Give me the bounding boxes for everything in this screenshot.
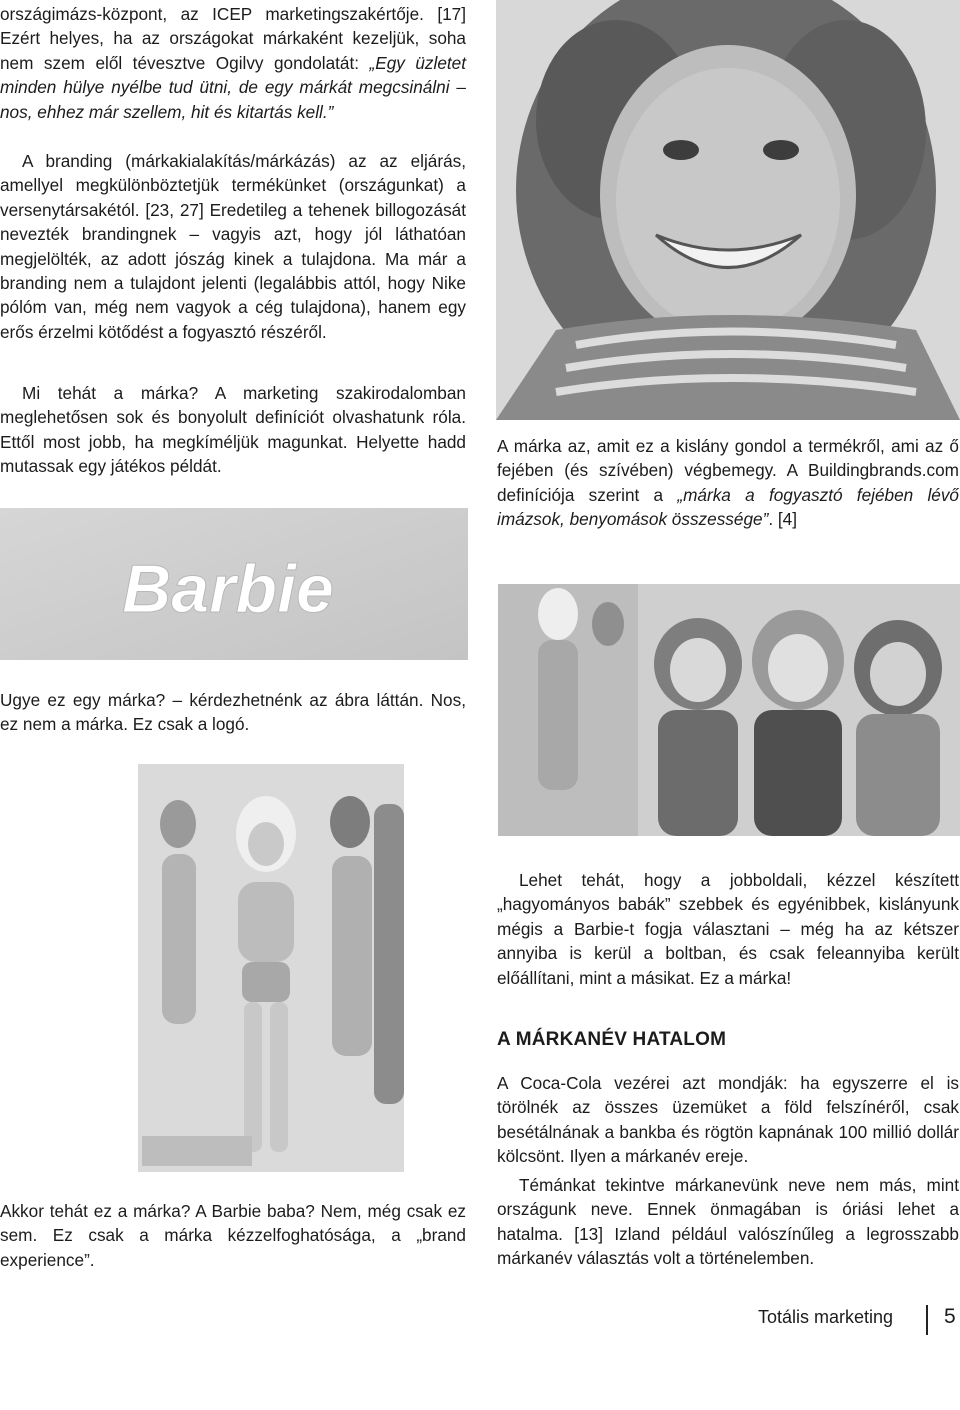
- paragraph-branding: A branding (márkakialakítás/márkázás) az az eljárás, amellyel megkülönböztetjük termékünket (országunkat) a versenytársakétól. [23, 27] Eredetileg a tehenek billogozását nevezték brandingnek – vagyis azt, hogy jól láthatóan megjelölték, az adott jószág kinek a tulajdona. Ma már a branding nem a tulajdont jelenti (legalábbis attól, hogy Nike pólóm van, még nem vagyok a cég tulajdona), hanem egy erős érzelmi kötődést a fogyasztó részéről.: [0, 151, 466, 342]
- barbie-dolls-photo: [138, 764, 404, 1172]
- paragraph-ogilvy: [0, 2, 466, 124]
- barbie-logo-text: Barbie: [122, 551, 334, 627]
- paragraph-coca-cola: A Coca-Cola vezérei azt mondják: ha egyszerre el is törölnék az összes üzemüket a föld felszínéről, csak besétálnának a bankba és rögtön kapnának 100 millió dollár kölcsönt. Ilyen a márkanév ereje.: [497, 1073, 959, 1167]
- caption-quote: „márka a fogyasztó fejében lévő imázsok, benyomások összessége”: [497, 484, 959, 530]
- barbie-logo-image: [0, 508, 468, 660]
- paragraph-what-is-brand: Mi tehát a márka? A marketing szakirodalomban meglehetősen sok és bonyolult definíciót olvashatunk róla. Ettől most jobb, ha megkíméljük magunkat. Helyette hadd mutassak egy játékos példát.: [0, 383, 466, 477]
- caption-text: A márka az, amit ez a kislány gondol a termékről, ami az ő fejében (és szívében) végbemegy. A Buildingbrands.com definíciója szerint a: [497, 436, 959, 505]
- footer-title: Totális marketing: [758, 1307, 894, 1327]
- ogilvy-quote: „Egy üzletet minden hülye nyélbe tud ütni, de egy márkát megcsinálni – nos, ehhez már szellem, hit és kitartás kell.”: [0, 52, 466, 122]
- caption-reference: . [4]: [768, 509, 797, 530]
- paragraph-ogilvy-text: országimázs-központ, az ICEP marketingszakértője. [17] Ezért helyes, ha az országokat márkaként kezeljük, soha nem szem elől tévesztve Ogilvy gondolatát:: [0, 4, 466, 73]
- section-heading: A MÁRKANÉV HATALOM: [497, 1029, 727, 1050]
- paragraph-logo: Ugye ez egy márka? – kérdezhetnénk az ábra láttán. Nos, ez nem a márka. Ez csak a logó.: [0, 690, 466, 735]
- girl-portrait-photo: [496, 0, 960, 420]
- handmade-dolls-photo: [498, 584, 960, 836]
- paragraph-country-name: Témánkat tekintve márkanevünk neve nem más, mint országunk neve. Ennek önmagában is óriási lehet a hatalma. [13] Izland például valószínűleg a legrosszabb márkanév választás volt a történelemben.: [497, 1175, 959, 1269]
- girl-photo-caption: [497, 434, 959, 532]
- page-number: 5: [944, 1305, 956, 1328]
- footer-divider: [926, 1305, 928, 1335]
- paragraph-handmade-dolls: Lehet tehát, hogy a jobboldali, kézzel készített „hagyományos babák” szebbek és egyénibbek, kislányunk mégis a Barbie-t fogja választani – még ha az kétszer annyiba is kerül a boltban, és csak feleannyiba került előállítani, mint a másikat. Ez a márka!: [497, 870, 959, 988]
- paragraph-brand-experience: Akkor tehát ez a márka? A Barbie baba? Nem, még csak ez sem. Ez csak a márka kézzelfoghatósága, a „brand experience”.: [0, 1201, 466, 1270]
